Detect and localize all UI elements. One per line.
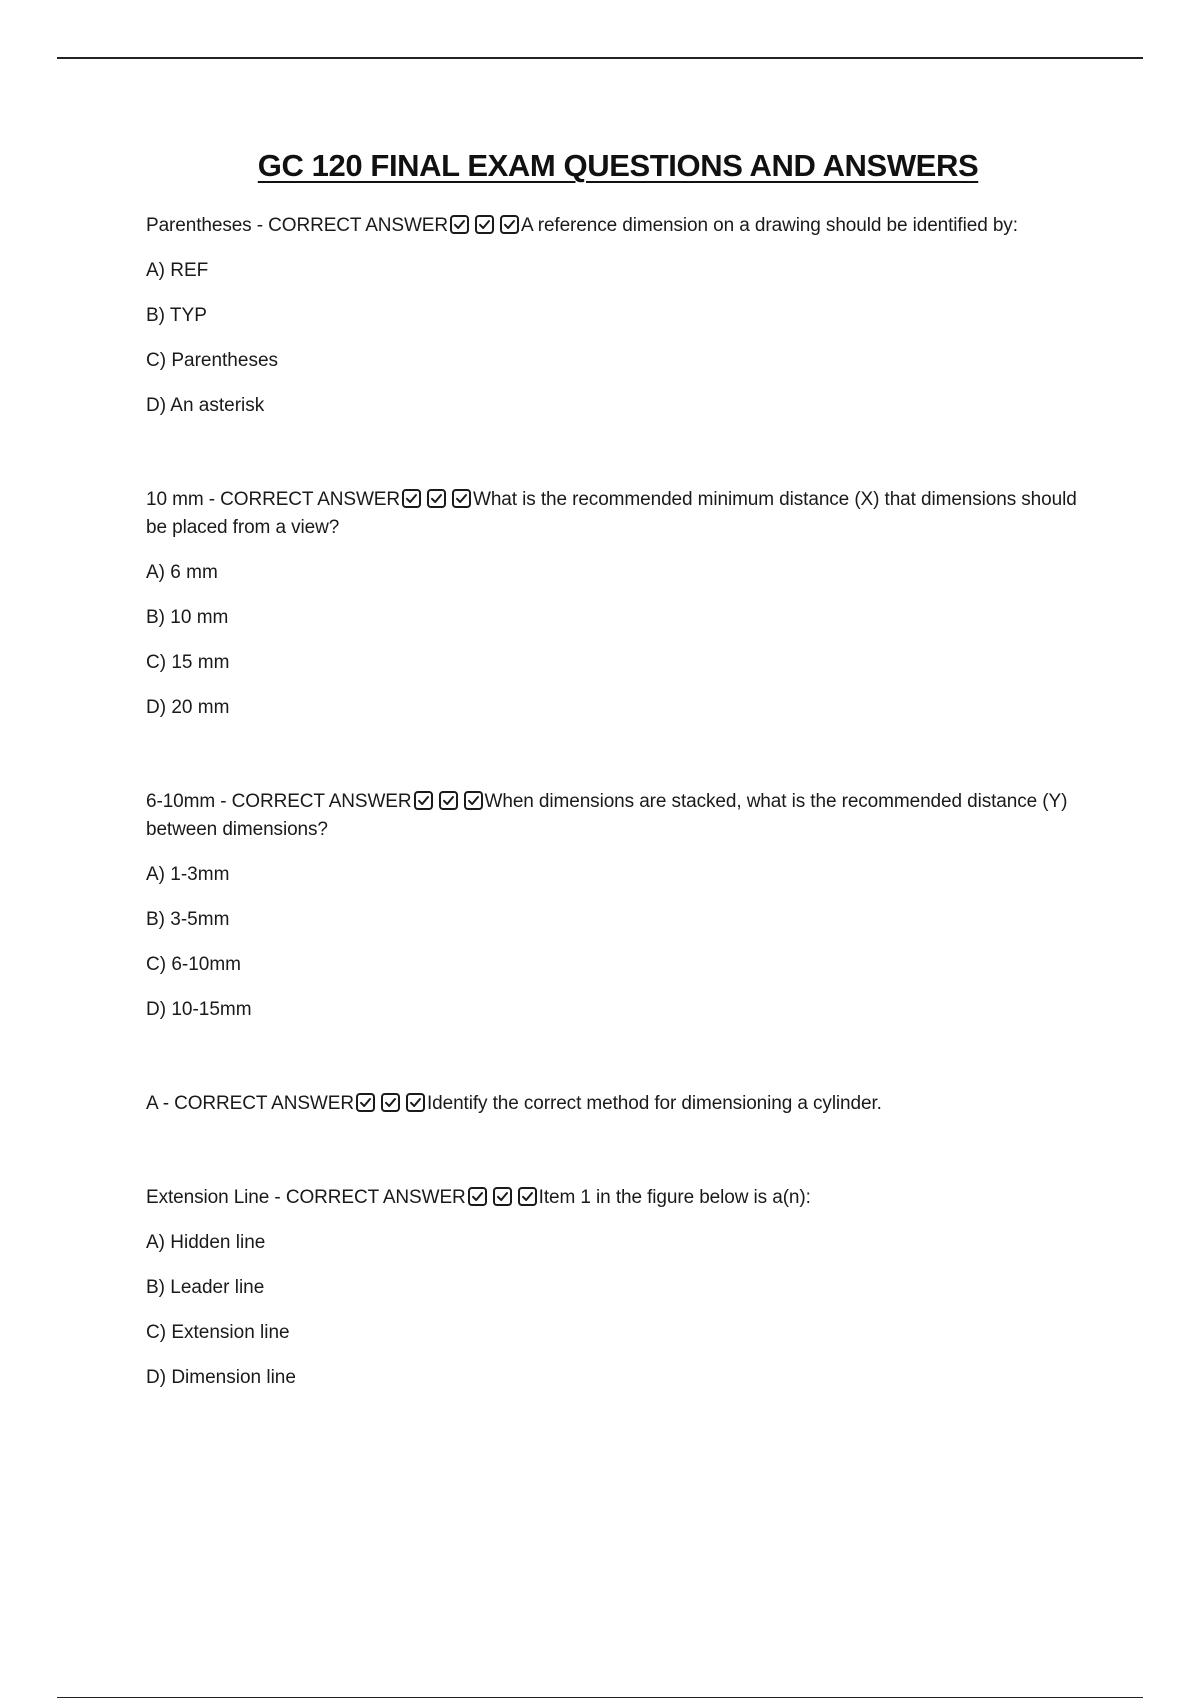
question-list [146, 212, 1086, 1458]
question-text [146, 486, 1086, 542]
answer-option: D) 20 mm [146, 697, 230, 718]
question-text [146, 788, 1086, 844]
checkbox-checked-icon [356, 1093, 375, 1112]
answer-option: B) TYP [146, 305, 207, 326]
answer-option: B) Leader line [146, 1277, 265, 1298]
correct-answer-marker: - CORRECT ANSWER [215, 791, 412, 812]
correct-answer: 10 mm [146, 489, 204, 510]
checkbox-checked-icon [518, 1187, 537, 1206]
correct-answer: Parentheses [146, 215, 252, 236]
correct-answer: A [146, 1093, 158, 1114]
checkbox-checked-icon [414, 791, 433, 810]
checkbox-checked-icon [427, 489, 446, 508]
correct-answer-checkmarks [450, 215, 519, 234]
checkbox-checked-icon [500, 215, 519, 234]
header-rule [57, 57, 1143, 59]
footer-rule [57, 1697, 1143, 1698]
checkbox-checked-icon [464, 791, 483, 810]
correct-answer-checkmarks [356, 1093, 425, 1112]
correct-answer: Extension Line [146, 1187, 270, 1208]
document-title: GC 120 FINAL EXAM QUESTIONS AND ANSWERS [257, 148, 979, 183]
question-prompt: Identify the correct method for dimensioning a cylinder. [426, 1093, 882, 1114]
correct-answer-marker: - CORRECT ANSWER [203, 489, 400, 510]
question-prompt: Item 1 in the figure below is a(n): [538, 1187, 811, 1208]
answer-options [146, 1229, 1086, 1392]
question-prompt: When dimensions are stacked, what is the recommended distance (Y) between dimensions? [146, 791, 1068, 840]
answer-option: B) 10 mm [146, 607, 229, 628]
answer-option: A) 1-3mm [146, 864, 230, 885]
question-block [146, 1090, 1086, 1118]
checkbox-checked-icon [493, 1187, 512, 1206]
correct-answer-checkmarks [402, 489, 471, 508]
answer-option: C) 15 mm [146, 652, 230, 673]
checkbox-checked-icon [381, 1093, 400, 1112]
checkbox-checked-icon [406, 1093, 425, 1112]
answer-options [146, 861, 1086, 1024]
answer-option: C) Parentheses [146, 350, 279, 371]
checkbox-checked-icon [452, 489, 471, 508]
question-text [146, 1184, 1086, 1212]
checkbox-checked-icon [468, 1187, 487, 1206]
question-block [146, 788, 1086, 1024]
question-text [146, 1090, 1086, 1118]
correct-answer-marker: - CORRECT ANSWER [251, 215, 449, 236]
answer-options [146, 559, 1086, 722]
answer-options [146, 257, 1086, 420]
question-block [146, 1184, 1086, 1392]
checkbox-checked-icon [402, 489, 421, 508]
question-prompt: A reference dimension on a drawing should be identified by: [521, 215, 1018, 236]
question-block [146, 486, 1086, 722]
correct-answer-checkmarks [468, 1187, 537, 1206]
answer-option: D) 10-15mm [146, 999, 252, 1020]
answer-option: D) Dimension line [146, 1367, 296, 1388]
correct-answer-checkmarks [414, 791, 483, 810]
correct-answer: 6-10mm [146, 791, 216, 812]
correct-answer-marker: - CORRECT ANSWER [269, 1187, 466, 1208]
checkbox-checked-icon [450, 215, 469, 234]
checkbox-checked-icon [439, 791, 458, 810]
answer-option: C) Extension line [146, 1322, 290, 1343]
question-block [146, 212, 1086, 420]
answer-option: B) 3-5mm [146, 909, 230, 930]
question-prompt: What is the recommended minimum distance (X) that dimensions should be placed from a view? [146, 489, 1077, 538]
question-text [146, 212, 1086, 240]
answer-option: C) 6-10mm [146, 954, 242, 975]
answer-option: D) An asterisk [146, 395, 265, 416]
correct-answer-marker: - CORRECT ANSWER [157, 1093, 354, 1114]
answer-option: A) Hidden line [146, 1232, 266, 1253]
answer-option: A) REF [146, 260, 209, 281]
answer-option: A) 6 mm [146, 562, 218, 583]
checkbox-checked-icon [475, 215, 494, 234]
